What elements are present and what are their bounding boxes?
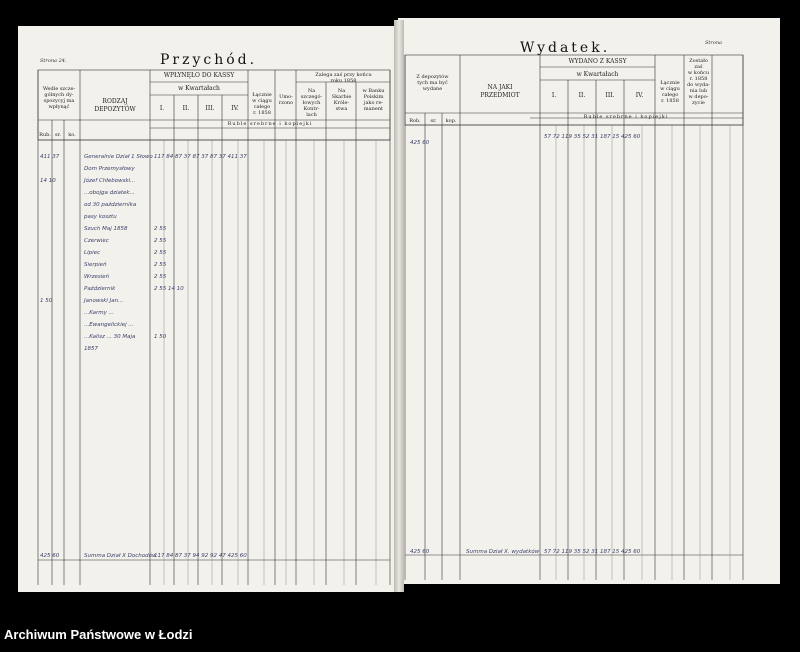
entry-text: Józef Chłebowski... [84,178,136,184]
unit-kop-right: kop. [445,118,457,124]
entry-text: Wrzesień [84,274,110,280]
entry-values: 2 55 [154,226,167,232]
unit-sr-right: sr. [430,118,437,124]
right-entry-amount: 425 60 [410,140,430,146]
entry-values: 2 55 14 10 [154,286,184,292]
col-lacznie-right: Łącznie w ciągu całego r. 1858 [660,80,680,104]
unit-sr-left: sr. [55,132,61,138]
left-page-title: Przychód. [160,52,258,68]
right-total-amount: 425 60 [410,549,430,555]
col-na-skarbie: Na Skarbie Króle- stwa [331,88,352,112]
quarter-3-right: III. [605,92,615,99]
col-umorzono: Umo- rzono [278,94,294,106]
col-lacznie-left: Łącznie w ciągu całego r. 1858 [252,92,272,116]
entry-text: Sierpień [84,262,107,268]
right-entry-values: 57 72 119 35 52 31 187 15 425 60 [544,134,641,140]
sub-kwartalach-right: w Kwartałach [576,71,619,78]
entry-text: 1857 [84,346,98,352]
archive-watermark: Archiwum Państwowe w Łodzi [4,627,193,642]
entry-text: od 30 października [84,202,137,208]
col-w-banku: w Banku Polskim jako re- manent [362,88,385,112]
entry-text: Generalnie Dział 1 Słowo [84,154,153,160]
group-wplynelo-header: WPŁYNĘŁO DO KASSY [163,72,235,79]
quarter-4-right: IV. [635,92,644,99]
left-total-amount: 425 60 [40,553,60,559]
unit-rub-left: Rub. [39,132,51,138]
entry-text: ...obojga dziatek... [84,190,135,196]
entry-values: 1 50 [154,334,167,340]
right-total-values: 57 72 119 35 52 31 187 15 425 60 [544,549,641,555]
right-page-title: Wydatek. [520,40,611,56]
entry-values: 2 55 [154,238,167,244]
left-total-text: Summa Dział X Dochodów [84,553,157,559]
entry-text: pasy kosztu [84,214,117,220]
entry-values: 117 84 87 37 87 37 87 37 411 37 [154,154,247,160]
left-page-number: Strona 24. [40,58,67,64]
quarter-4-left: IV. [231,105,239,112]
col-zostalo: Zostało zaś w końcu r. 1858 do wyda- nia lub w depo- zycie [687,58,710,106]
quarter-1-left: I. [159,105,165,112]
entry-text: ...Kalisz ... 30 Maja [84,334,136,340]
entry-text: Lipiec [84,250,101,256]
entry-values: 2 55 [154,274,167,280]
entry-text: Czerwiec [84,238,109,244]
group-wydano-header: WYDANO Z KASSY [568,58,627,65]
unit-ko-left: ko. [68,132,76,138]
entry-values: 2 55 [154,250,167,256]
group-zalega-header: Zalega zaś przy końcu roku 1858 [315,72,372,84]
entry-text: Dom Przemysłowy [84,166,135,172]
quarter-2-right: II. [578,92,586,99]
rubles-header-left: Ruble srebrne i kopiejki [227,121,313,127]
quarter-3-left: III. [205,105,215,112]
col-na-jaki: NA JAKI PRZEDMIOT [480,84,520,99]
entry-text: Janowski Jan... [84,298,124,304]
right-total-text: Summa Dział X. wydatków [466,549,540,555]
right-page-number: Strona [705,40,723,46]
entry-amount: 1 50 [40,298,53,304]
left-total-values: 117 84 87 37 94 92 92 47 425 60 [154,553,247,559]
quarter-1-right: I. [551,92,557,99]
col-rodzaj-header: RODZAJ DEPOZYTÓW [94,98,136,113]
sub-kwartalach-left: w Kwartałach [178,85,220,92]
entry-text: ...Karmy ... [84,310,114,316]
col-wedle-header: Wedle szcze- gólnych dy- spozycyj ma wpłynąć [42,86,76,110]
entry-text: Październik [84,286,116,292]
col-na-szczegolowych: Na szczegó- łowych Kontr- lach [300,88,323,118]
entry-amount: 14 10 [40,178,56,184]
entry-amount: 411 37 [40,154,60,160]
unit-rub-right: Rob. [409,118,421,124]
quarter-2-left: II. [182,105,190,112]
entry-values: 2 55 [154,262,167,268]
entry-text: Szuch Maj 1858 [84,226,128,232]
rubles-header-right: Ruble srebrne i kopiejki [583,114,669,120]
col-z-depozytow: Z depozytów tych ma być wydane [416,74,449,92]
entry-text: ...Ewangelickiej ... [84,322,134,328]
